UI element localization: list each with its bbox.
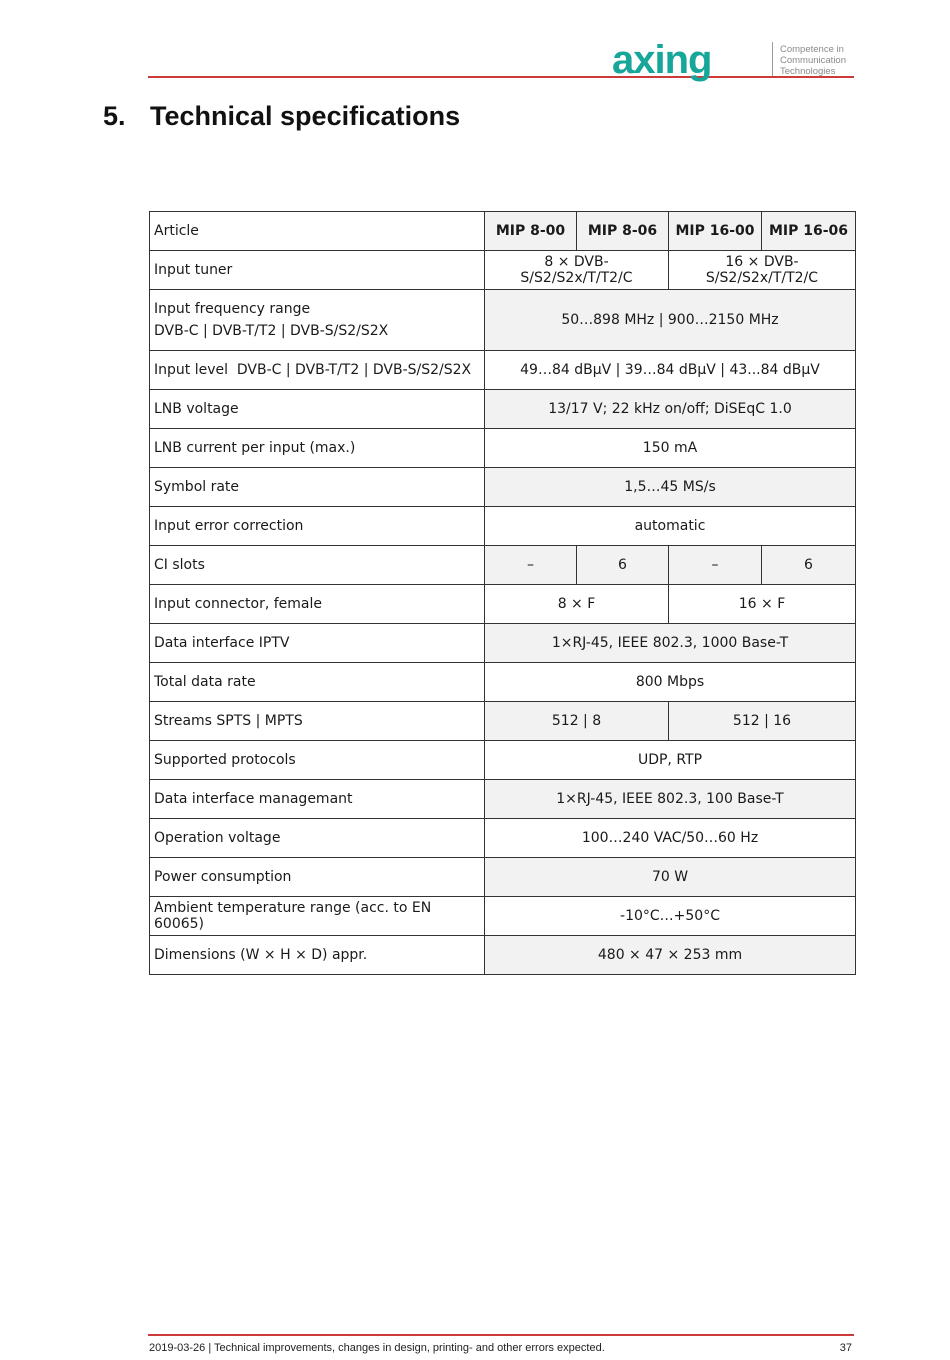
- cell-value: 6: [577, 546, 669, 585]
- table-row: [150, 546, 856, 585]
- cell-value: 800 Mbps: [485, 663, 856, 702]
- cell-value: MIP 8-00: [485, 212, 577, 251]
- row-label: Data interface managemant: [150, 780, 485, 819]
- row-label: Input error correction: [150, 507, 485, 546]
- cell-value: 13/17 V; 22 kHz on/off; DiSEqC 1.0: [485, 390, 856, 429]
- footer-disclaimer: 2019-03-26 | Technical improvements, changes in design, printing- and other errors expected.: [149, 1342, 605, 1354]
- tagline-line: Competence in: [780, 44, 844, 55]
- table-row: [150, 290, 856, 351]
- tagline-line: Communication: [780, 55, 846, 66]
- cell-value: MIP 16-00: [669, 212, 762, 251]
- table-row: [150, 741, 856, 780]
- cell-value: 16 × F: [669, 585, 856, 624]
- logo-tagline: [780, 44, 846, 77]
- cell-value: 70 W: [485, 858, 856, 897]
- cell-value: 100…240 VAC/50…60 Hz: [485, 819, 856, 858]
- table-row: [150, 936, 856, 975]
- section-number: 5.: [103, 101, 126, 131]
- cell-value: UDP, RTP: [485, 741, 856, 780]
- cell-value: 512 | 16: [669, 702, 856, 741]
- cell-value: MIP 8-06: [577, 212, 669, 251]
- row-label: CI slots: [150, 546, 485, 585]
- table-row: [150, 390, 856, 429]
- logo-wordmark: axing: [612, 38, 712, 82]
- cell-value: 8 × DVB-S/S2/S2x/T/T2/C: [485, 251, 669, 290]
- table-row: [150, 429, 856, 468]
- row-label: Input tuner: [150, 251, 485, 290]
- section-title: Technical specifications: [150, 101, 461, 131]
- table-row: [150, 624, 856, 663]
- page-number: 37: [839, 1342, 852, 1354]
- row-label-line: Input frequency range: [154, 301, 311, 317]
- row-label: Input level DVB-C | DVB-T/T2 | DVB-S/S2/S2X: [150, 351, 485, 390]
- cell-value: MIP 16-06: [762, 212, 856, 251]
- cell-value: automatic: [485, 507, 856, 546]
- page-title: [103, 98, 460, 134]
- table-row: [150, 858, 856, 897]
- row-label-line: DVB-C | DVB-T/T2 | DVB-S/S2/S2X: [154, 323, 389, 339]
- specifications-table: [149, 211, 856, 975]
- cell-value: –: [485, 546, 577, 585]
- cell-value: 50…898 MHz | 900…2150 MHz: [485, 290, 856, 351]
- header-rule: [148, 76, 854, 78]
- row-label: LNB voltage: [150, 390, 485, 429]
- row-label: Operation voltage: [150, 819, 485, 858]
- cell-value: -10°C…+50°C: [485, 897, 856, 936]
- cell-value: 49…84 dBµV | 39…84 dBµV | 43...84 dBµV: [485, 351, 856, 390]
- logo-separator: [772, 42, 773, 76]
- cell-value: 480 × 47 × 253 mm: [485, 936, 856, 975]
- row-label: Ambient temperature range (acc. to EN 60065): [150, 897, 485, 936]
- table-row: [150, 212, 856, 251]
- cell-value: 1×RJ-45, IEEE 802.3, 1000 Base-T: [485, 624, 856, 663]
- row-label: Article: [150, 212, 485, 251]
- cell-value: 1×RJ-45, IEEE 802.3, 100 Base-T: [485, 780, 856, 819]
- row-label: [150, 290, 485, 351]
- tagline-line: Technologies: [780, 66, 836, 77]
- table-row: [150, 780, 856, 819]
- cell-value: 150 mA: [485, 429, 856, 468]
- row-label: Total data rate: [150, 663, 485, 702]
- row-label: Input connector, female: [150, 585, 485, 624]
- table-row: [150, 663, 856, 702]
- table-row: [150, 507, 856, 546]
- row-label: LNB current per input (max.): [150, 429, 485, 468]
- table-row: [150, 585, 856, 624]
- table-row: [150, 819, 856, 858]
- table-row: [150, 702, 856, 741]
- row-label: Streams SPTS | MPTS: [150, 702, 485, 741]
- table-row: [150, 468, 856, 507]
- cell-value: 1,5…45 MS/s: [485, 468, 856, 507]
- cell-value: 6: [762, 546, 856, 585]
- table-row: [150, 351, 856, 390]
- row-label: Dimensions (W × H × D) appr.: [150, 936, 485, 975]
- row-label: Power consumption: [150, 858, 485, 897]
- cell-value: 8 × F: [485, 585, 669, 624]
- cell-value: 16 × DVB-S/S2/S2x/T/T2/C: [669, 251, 856, 290]
- table-row: [150, 897, 856, 936]
- row-label: Data interface IPTV: [150, 624, 485, 663]
- row-label: Supported protocols: [150, 741, 485, 780]
- cell-value: –: [669, 546, 762, 585]
- footer-rule: [148, 1334, 854, 1336]
- table-row: [150, 251, 856, 290]
- row-label: Symbol rate: [150, 468, 485, 507]
- cell-value: 512 | 8: [485, 702, 669, 741]
